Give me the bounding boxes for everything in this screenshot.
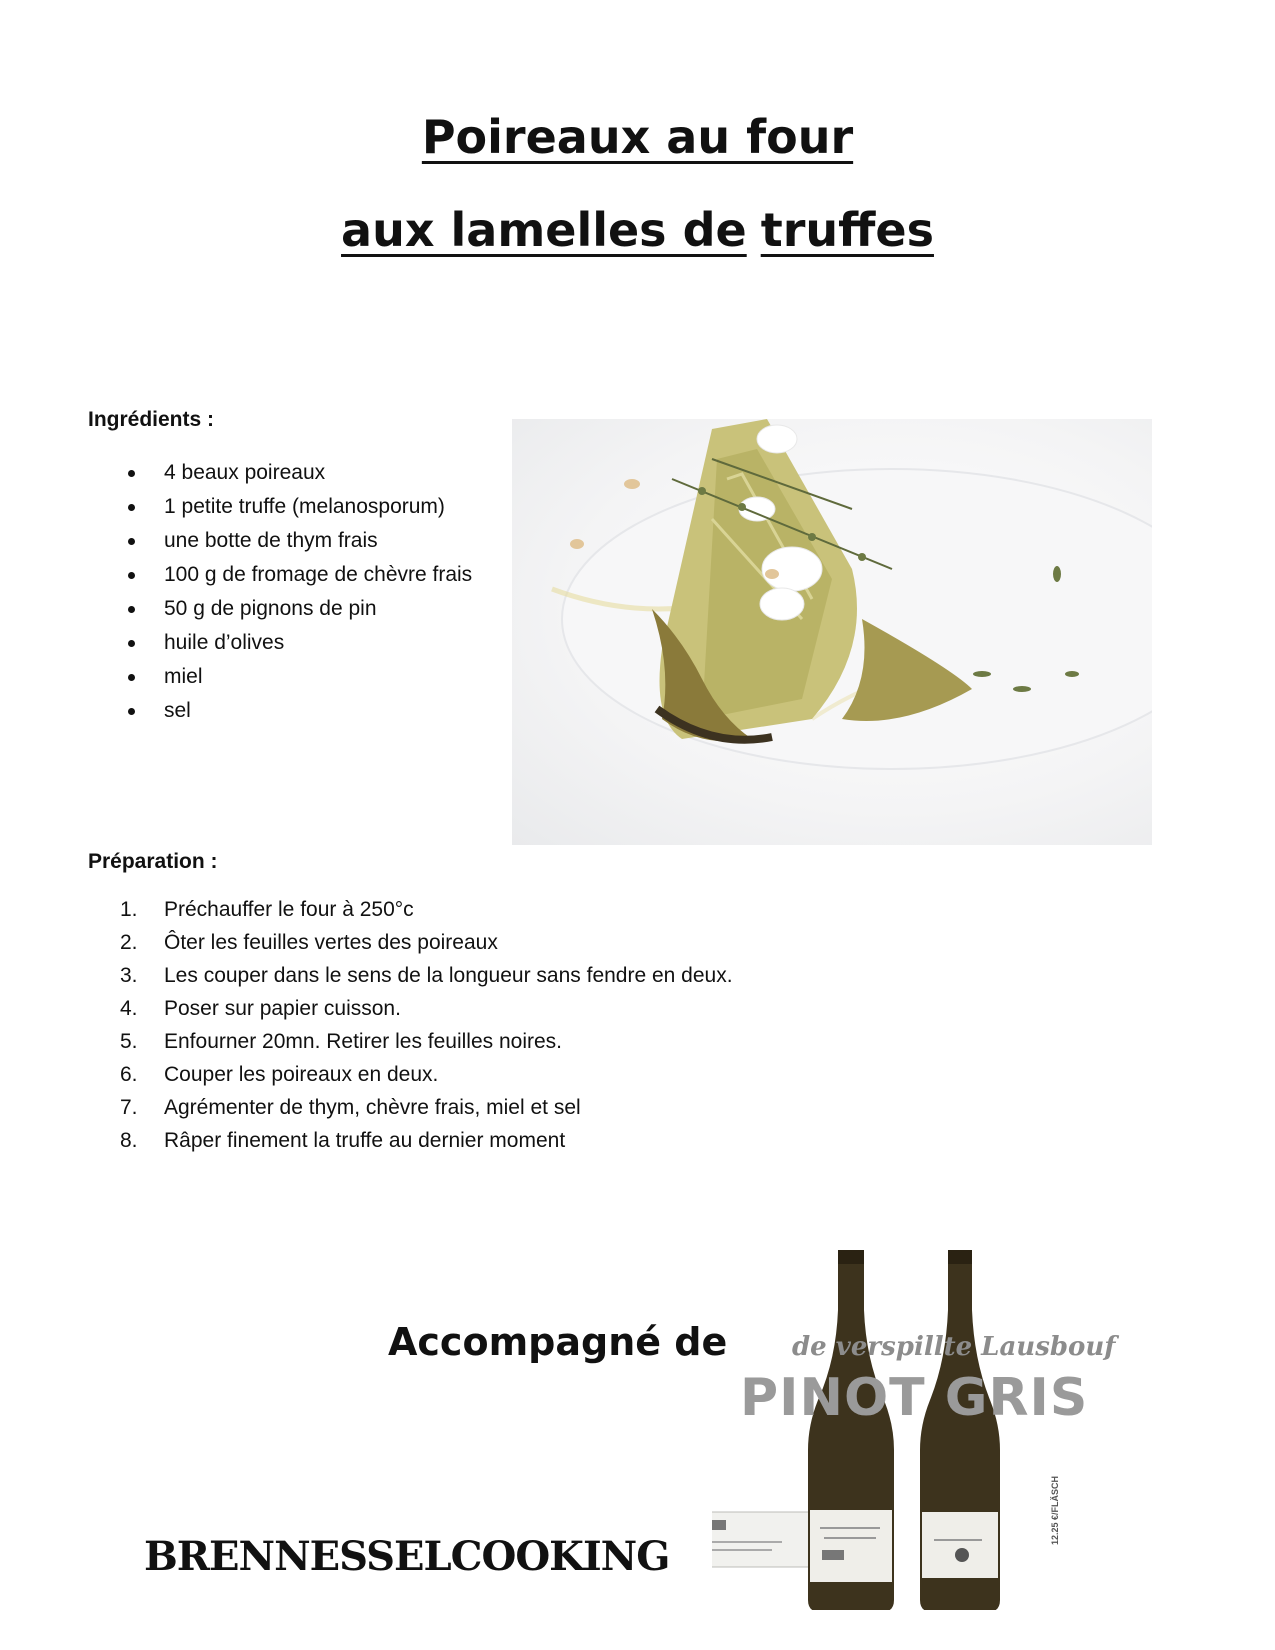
ingredient-item: miel bbox=[120, 660, 472, 694]
ingredient-item: 50 g de pignons de pin bbox=[120, 592, 472, 626]
pairing-label: Accompagné de bbox=[388, 1320, 728, 1364]
step-number: 8. bbox=[120, 1129, 138, 1152]
preparation-step bbox=[120, 959, 733, 992]
preparation-steps bbox=[120, 893, 733, 1157]
ingredient-item: une botte de thym frais bbox=[120, 524, 472, 558]
step-text: Couper les poireaux en deux. bbox=[164, 1063, 439, 1086]
ingredient-item: huile d’olives bbox=[120, 626, 472, 660]
step-number: 3. bbox=[120, 964, 138, 987]
wine-script-title: de verspillte Lausbouf bbox=[792, 1332, 1116, 1362]
preparation-heading: Préparation : bbox=[88, 850, 218, 873]
brand-name: BRENNESSELCOOKING bbox=[144, 1533, 670, 1580]
ingredients-heading: Ingrédients : bbox=[88, 408, 215, 431]
leek-illustration bbox=[512, 419, 1152, 845]
wine-bottles-image bbox=[712, 1250, 1116, 1610]
recipe-title-line-2 bbox=[0, 203, 1275, 257]
step-text: Enfourner 20mn. Retirer les feuilles noires. bbox=[164, 1030, 563, 1053]
step-text: Agrémenter de thym, chèvre frais, miel et sel bbox=[164, 1096, 581, 1119]
step-text: Les couper dans le sens de la longueur sans fendre en deux. bbox=[164, 964, 733, 987]
preparation-step bbox=[120, 1091, 733, 1124]
step-number: 1. bbox=[120, 898, 138, 921]
recipe-title-line-1 bbox=[0, 110, 1275, 164]
step-text: Préchauffer le four à 250°c bbox=[164, 898, 414, 921]
step-text: Ôter les feuilles vertes des poireaux bbox=[164, 931, 498, 954]
wine-bottles-graphic bbox=[712, 1250, 1092, 1610]
step-number: 2. bbox=[120, 931, 138, 954]
step-text: Poser sur papier cuisson. bbox=[164, 997, 401, 1020]
preparation-step bbox=[120, 1025, 733, 1058]
ingredients-list bbox=[120, 456, 472, 728]
bottle-price-text: 12.25 €/FLÄSCH bbox=[1050, 1475, 1060, 1545]
title-line2-part-a: aux lamelles de bbox=[341, 203, 747, 257]
ingredient-item: 100 g de fromage de chèvre frais bbox=[120, 558, 472, 592]
step-number: 7. bbox=[120, 1096, 138, 1119]
preparation-step bbox=[120, 1058, 733, 1091]
step-number: 6. bbox=[120, 1063, 138, 1086]
title-line1-text: Poireaux au four bbox=[421, 110, 854, 164]
step-number: 5. bbox=[120, 1030, 138, 1053]
ingredient-item: sel bbox=[120, 694, 472, 728]
wine-name: PINOT GRIS bbox=[740, 1368, 1089, 1428]
title-line2-part-b: truffes bbox=[760, 203, 934, 257]
step-number: 4. bbox=[120, 997, 138, 1020]
ingredient-item: 4 beaux poireaux bbox=[120, 456, 472, 490]
preparation-step bbox=[120, 893, 733, 926]
preparation-step bbox=[120, 1124, 733, 1157]
ingredient-item: 1 petite truffe (melanosporum) bbox=[120, 490, 472, 524]
preparation-step bbox=[120, 926, 733, 959]
step-text: Râper finement la truffe au dernier moment bbox=[164, 1129, 566, 1152]
preparation-step bbox=[120, 992, 733, 1025]
baked-leek-photo bbox=[512, 419, 1152, 845]
